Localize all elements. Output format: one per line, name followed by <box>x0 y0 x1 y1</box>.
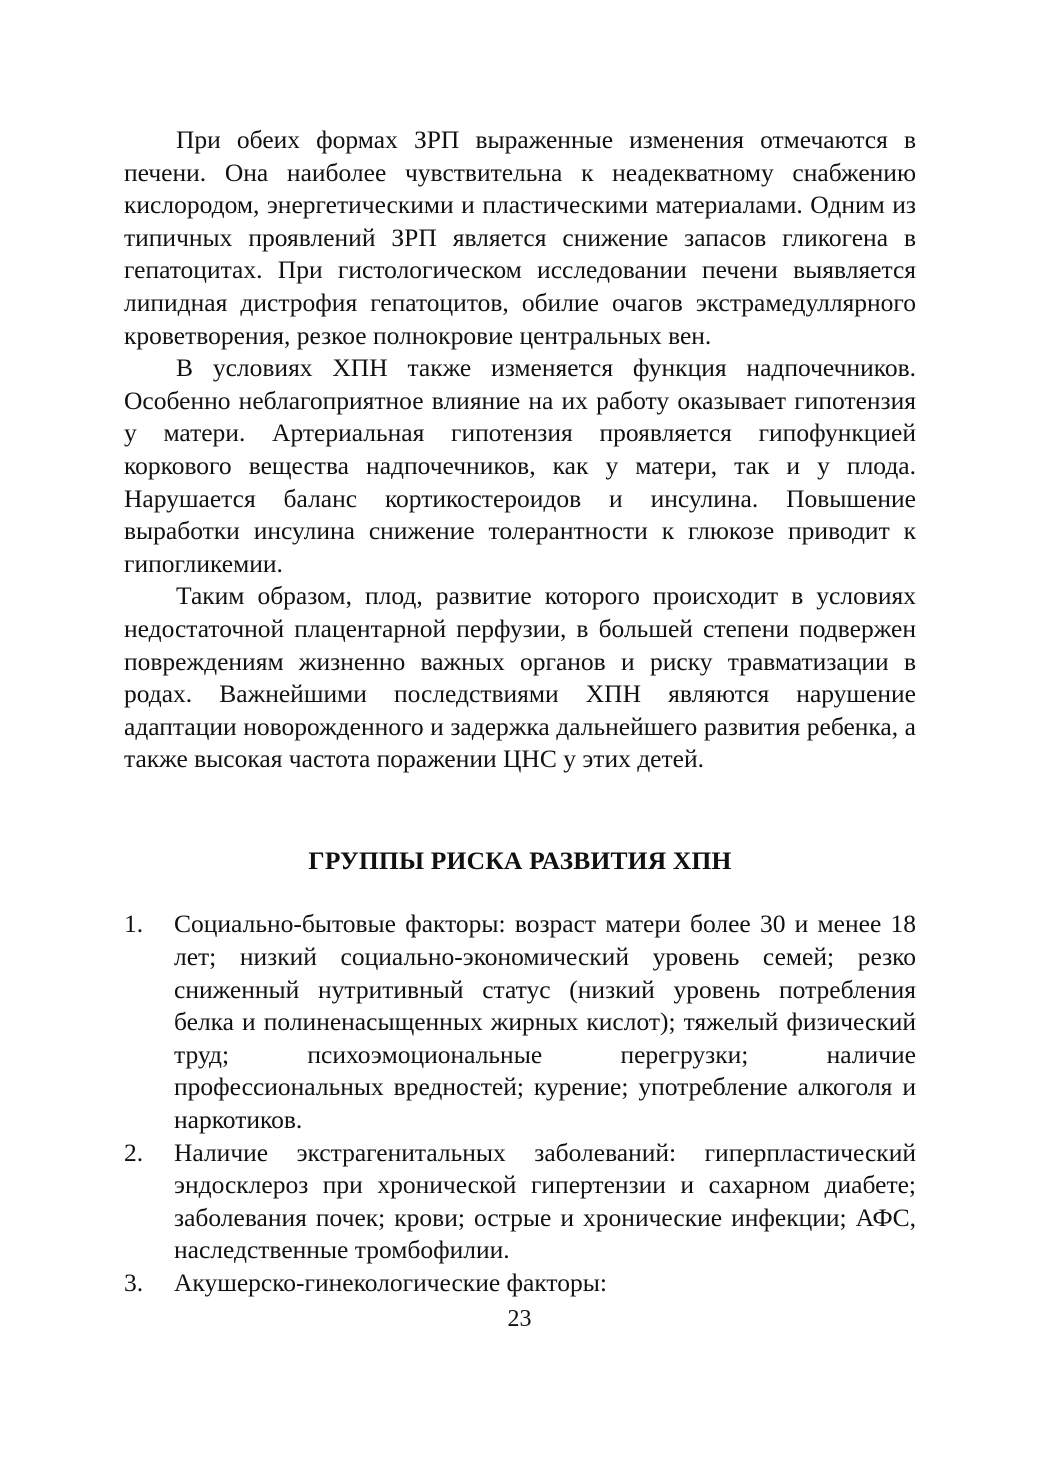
list-item <box>124 1267 916 1300</box>
list-item-text: Наличие экстрагенитальных заболеваний: гиперпластический эндосклероз при хронической гипертензии и сахарном диабете; заболевания почек; крови; острые и хронические инфекции; АФС, наследственные тромбофилии. <box>174 1137 916 1265</box>
section-heading: ГРУППЫ РИСКА РАЗВИТИЯ ХПН <box>308 845 732 875</box>
risk-factors-list <box>124 908 916 1299</box>
list-item-number: 2. <box>124 1137 144 1167</box>
page-body <box>124 124 916 1300</box>
list-item <box>124 908 916 1136</box>
list-item-text: Акушерско-гинекологические факторы: <box>174 1268 607 1297</box>
list-item-number: 3. <box>124 1268 144 1297</box>
paragraph-3: Таким образом, плод, развитие которого происходит в условиях недостаточной плацентарной перфузии, в большей степени подвержен повреждениям жизненно важных органов и риску травматизации в родах. Важнейшими последствиями ХПН являются нарушение адаптации новорожденного и задержка дальнейшего развития ребенка, а также высокая частота поражении ЦНС у этих детей. <box>124 581 916 774</box>
list-item-text: Социально-бытовые факторы: возраст матери более 30 и менее 18 лет; низкий социально-экономический уровень семей; резко сниженный нутритивный статус (низкий уровень потребления белка и полиненасыщенных жирных кислот); тяжелый физический труд; психоэмоциональные перегрузки; наличие профессиональных вредностей; курение; употребление алкоголя и наркотиков. <box>174 909 916 1135</box>
list-item-number: 1. <box>124 909 144 939</box>
list-item <box>124 1137 916 1267</box>
paragraph-2: В условиях ХПН также изменяется функция надпочечников. Особенно неблагоприятное влияние на их работу оказывает гипотензия у матери. Артериальная гипотензия проявляется гипофункцией коркового вещества надпочечников, как у матери, так и у плода. Нарушается баланс кортикостероидов и инсулина. Повышение выработки инсулина снижение толерантности к глюкозе приводит к гипогликемии. <box>124 353 916 578</box>
paragraph-1: При обеих формах ЗРП выраженные изменения отмечаются в печени. Она наиболее чувствительна к неадекватному снабжению кислородом, энергетическими и пластическими материалами. Одним из типичных проявлений ЗРП является снижение запасов гликогена в гепатоцитах. При гистологическом исследовании печени выявляется липидная дистрофия гепатоцитов, обилие очагов экстрамедуллярного кроветворения, резкое полнокровие центральных вен. <box>124 125 916 350</box>
page-number: 23 <box>507 1306 532 1332</box>
